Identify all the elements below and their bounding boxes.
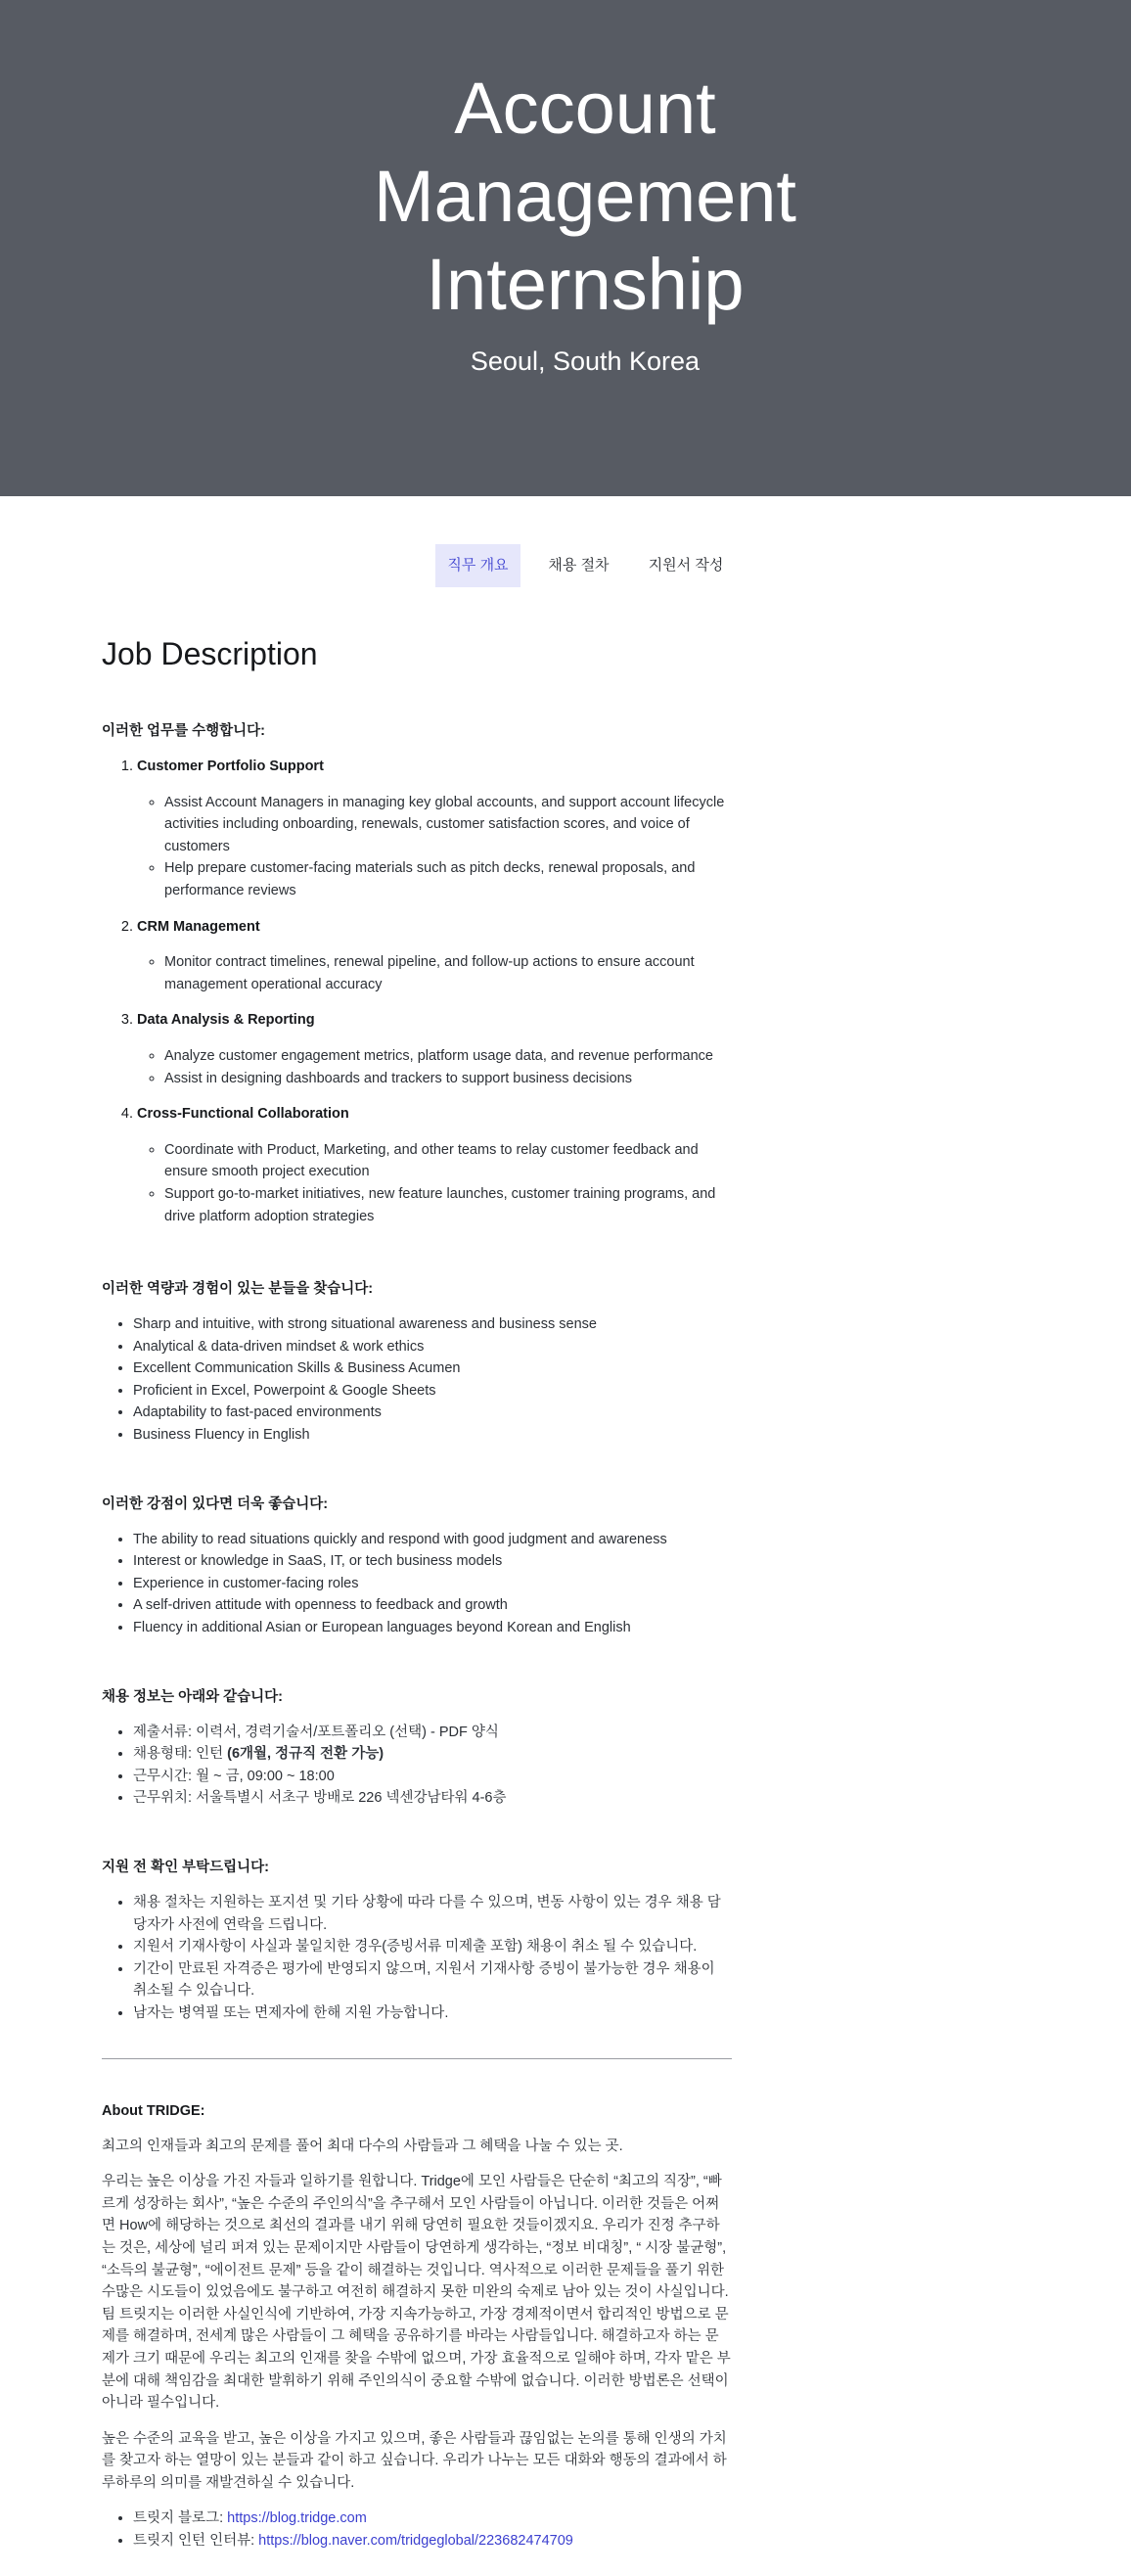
list-item: • 근무위치: 서울특별시 서초구 방배로 226 넥센강남타워 4-6층 (133, 1787, 732, 1810)
blog-link[interactable]: https://blog.tridge.com (227, 2510, 367, 2527)
list-item: • Experience in customer-facing roles (133, 1573, 732, 1595)
duty-item (137, 1009, 732, 1089)
list-item: ◦ Monitor contract timelines, renewal pipeline, and follow-up actions to ensure account management operational accuracy (164, 951, 732, 995)
duty-title: Data Analysis & Reporting (137, 1012, 315, 1029)
list-item: ◦ Assist in designing dashboards and trackers to support business decisions (164, 1068, 732, 1090)
list-item: • 채용 절차는 지원하는 포지션 및 기타 상황에 따라 다를 수 있으며, 변동 사항이 있는 경우 채용 담당자가 사전에 연락을 드립니다. (133, 1892, 732, 1936)
list-item: ◦ Support go-to-market initiatives, new feature launches, customer training programs, and drive platform adoption strategies (164, 1183, 732, 1227)
list-item: ◦ Coordinate with Product, Marketing, and other teams to relay customer feedback and ensure smooth project execution (164, 1139, 732, 1183)
duty-sublist (164, 1139, 732, 1227)
list-item: • Fluency in additional Asian or European languages beyond Korean and English (133, 1617, 732, 1639)
duty-title: CRM Management (137, 918, 260, 935)
section-divider (102, 2058, 732, 2059)
list-item: • 기간이 만료된 자격증은 평가에 반영되지 않으며, 지원서 기재사항 증빙이 불가능한 경우 채용이 취소될 수 있습니다. (133, 1958, 732, 2002)
title-line: Management (374, 156, 796, 237)
list-item: • 남자는 병역필 또는 면제자에 한해 지원 가능합니다. (133, 2002, 732, 2025)
list-item: • The ability to read situations quickly and respond with good judgment and awareness (133, 1529, 732, 1551)
duty-sublist (164, 792, 732, 902)
list-item: ◦ Analyze customer engagement metrics, platform usage data, and revenue performance (164, 1045, 732, 1068)
list-item: ◦ Help prepare customer-facing materials such as pitch decks, renewal proposals, and performance reviews (164, 857, 732, 901)
tab-job-overview[interactable]: 직무 개요 (435, 544, 520, 587)
list-item: • 근무시간: 월 ~ 금, 09:00 ~ 18:00 (133, 1766, 732, 1788)
list-item: • Adaptability to fast-paced environments (133, 1402, 732, 1424)
notes-heading: 지원 전 확인 부탁드립니다: (102, 1860, 269, 1875)
about-heading: About TRIDGE: (102, 2102, 205, 2119)
list-item: • Proficient in Excel, Powerpoint & Google Sheets (133, 1380, 732, 1403)
list-item (133, 2530, 732, 2553)
title-line: Internship (426, 244, 745, 325)
notes-list (133, 1892, 732, 2025)
job-description-heading: Job Description (102, 636, 318, 671)
intern-interview-link[interactable]: https://blog.naver.com/tridgeglobal/223682474709 (258, 2533, 573, 2550)
employment-type-label: 채용형태: 인턴 (133, 1746, 228, 1763)
duty-item (137, 1103, 732, 1227)
list-item: • A self-driven attitude with openness to feedback and growth (133, 1594, 732, 1617)
title-line: Account (454, 68, 716, 149)
list-item: • Analytical & data-driven mindset & work ethics (133, 1336, 732, 1358)
duties-list (137, 756, 732, 1227)
duty-item (137, 916, 732, 996)
list-item: • Interest or knowledge in SaaS, IT, or tech business models (133, 1550, 732, 1573)
list-item: ◦ Assist Account Managers in managing key global accounts, and support account lifecycle activities including onboarding, renewals, customer satisfaction scores, and voice of customers (164, 792, 732, 858)
tab-bar (0, 544, 1131, 587)
employment-type-detail: (6개월, 정규직 전환 가능) (227, 1746, 385, 1763)
about-tagline: 최고의 인재들과 최고의 문제를 풀어 최대 다수의 사람들과 그 혜택을 나눌 수 있는 곳. (102, 2138, 623, 2154)
preferred-list (133, 1529, 732, 1639)
duty-sublist (164, 1045, 732, 1089)
page-title (272, 65, 898, 329)
hero-banner (0, 0, 1131, 496)
requirements-heading: 이러한 역량과 경험이 있는 분들을 찾습니다: (102, 1281, 374, 1298)
tab-application-form[interactable]: 지원서 작성 (648, 557, 724, 574)
duty-sublist (164, 951, 732, 995)
list-item: • Excellent Communication Skills & Business Acumen (133, 1357, 732, 1380)
duty-item (137, 756, 732, 902)
list-item: • Sharp and intuitive, with strong situational awareness and business sense (133, 1313, 732, 1336)
hiring-info-list (133, 1722, 732, 1810)
about-paragraph: 높은 수준의 교육을 받고, 높은 이상을 가지고 있으며, 좋은 사람들과 끊임없는 논의를 통해 인생의 가치를 찾고자 하는 열망이 있는 분들과 같이 하고 싶습니다. 우리가 나누는 모든 대화와 행동의 결과에서 하루하루의 의미를 재발견하실 수 있습니다. (102, 2430, 727, 2491)
duty-title: Cross-Functional Collaboration (137, 1106, 349, 1123)
tab-hiring-process[interactable]: 채용 절차 (548, 557, 610, 574)
link-label: 트릿지 인턴 인터뷰: (133, 2533, 259, 2550)
preferred-heading: 이러한 강점이 있다면 더욱 좋습니다: (102, 1495, 329, 1512)
list-item: • Business Fluency in English (133, 1424, 732, 1447)
job-location: Seoul, South Korea (470, 346, 701, 376)
hiring-info-heading: 채용 정보는 아래와 같습니다: (102, 1688, 283, 1705)
about-links (133, 2507, 732, 2552)
link-label: 트릿지 블로그: (133, 2510, 228, 2527)
job-content (102, 632, 732, 2553)
duty-title: Customer Portfolio Support (137, 759, 324, 774)
list-item: • 지원서 기재사항이 사실과 불일치한 경우(증빙서류 미제출 포함) 채용이 취소 될 수 있습니다. (133, 1936, 732, 1958)
list-item (133, 2507, 732, 2530)
requirements-list (133, 1313, 732, 1447)
list-item: • 제출서류: 이력서, 경력기술서/포트폴리오 (선택) - PDF 양식 (133, 1722, 732, 1744)
list-item (133, 1743, 732, 1766)
about-paragraph: 우리는 높은 이상을 가진 자들과 일하기를 원합니다. Tridge에 모인 사람들은 단순히 “최고의 직장”, “빠르게 성장하는 회사”, “높은 수준의 주인의식”을 추구해서 모인 사람들이 아닙니다. 이러한 것들은 어쩌면 How에 해당하는 것으로 최선의 결과를 내기 위해 당연히 필요한 것들이겠지요. 우리가 진정 추구하는 것은, 세상에 널리 퍼져 있는 문제이지만 사람들이 당연하게 생각하는, “정보 비대칭”, “ 시장 불균형”, “소득의 불균형”, “에이전트 문제” 등을 같이 해결하는 것입니다. 역사적으로 이러한 문제들을 풀기 위한 수많은 시도들이 있었음에도 불구하고 여전히 해결하지 못한 미완의 숙제로 남아 있는 것이 사실입니다. 팀 트릿지는 이러한 사실인식에 기반하여, 가장 지속가능하고, 가장 경제적이면서 합리적인 방법으로 문제를 해결하며, 전세계 많은 사람들이 그 혜택을 공유하기를 바라는 사람들입니다. 해결하고자 하는 문제가 크기 때문에 우리는 최고의 인재를 찾을 수밖에 없으며, 가장 효율적으로 일해야 하며, 각자 맡은 부분에 대해 책임감을 최대한 발휘하기 위해 주인의식이 중요할 수밖에 없습니다. 이러한 방법론은 선택이 아니라 필수입니다. (102, 2174, 731, 2412)
duties-heading: 이러한 업무를 수행합니다: (102, 723, 265, 739)
